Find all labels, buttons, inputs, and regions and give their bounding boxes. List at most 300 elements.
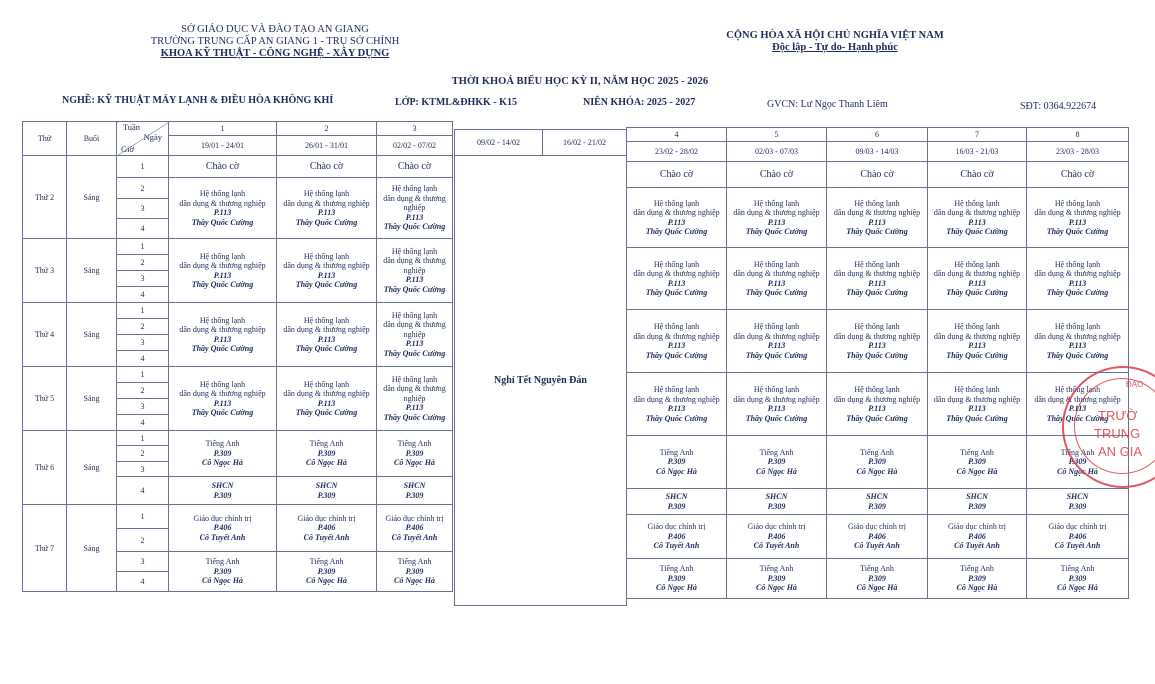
subject-hvac bbox=[1027, 199, 1128, 237]
period-number: 4 bbox=[117, 415, 169, 431]
subject-name: Tiếng Anh bbox=[759, 447, 794, 457]
subject-name-2: dân dụng & thương nghiệp bbox=[1034, 331, 1121, 341]
subject-shcn bbox=[277, 481, 376, 500]
teacher-name: Cô Tuyết Anh bbox=[954, 541, 1000, 551]
subject-name-2: dân dụng & thương nghiệp bbox=[383, 320, 446, 339]
week-number: 8 bbox=[1027, 128, 1129, 142]
teacher-name: Cô Ngọc Hà bbox=[856, 466, 898, 476]
lesson-cell bbox=[627, 310, 727, 373]
session-label: Sáng bbox=[67, 239, 117, 303]
teacher-name: Thầy Quốc Cường bbox=[383, 284, 446, 294]
subject-name: SHCN bbox=[403, 481, 426, 490]
room-number: P.309 bbox=[317, 490, 336, 500]
room-number: P.113 bbox=[667, 217, 686, 227]
lesson-cell bbox=[928, 310, 1027, 373]
room-number: P.113 bbox=[405, 212, 424, 222]
lesson-cell bbox=[627, 373, 727, 436]
teacher-name: Thầy Quốc Cường bbox=[946, 288, 1008, 297]
teacher-name: Thầy Quốc Cường bbox=[846, 288, 908, 297]
lesson-cell bbox=[377, 477, 453, 505]
room-number: P.309 bbox=[868, 457, 886, 467]
subject-hvac bbox=[1027, 385, 1128, 423]
lesson-cell bbox=[169, 552, 277, 592]
subject-name-2: dân dụng & thương nghiệp bbox=[179, 389, 266, 398]
lesson-cell bbox=[827, 559, 928, 599]
teacher-name: Cô Tuyết Anh bbox=[1054, 541, 1101, 551]
day-label: Thứ 4 bbox=[23, 303, 67, 367]
subject-name: Hệ thống lạnh bbox=[391, 374, 438, 384]
gvcn-label: GVCN: Lư Ngọc Thanh Liêm bbox=[767, 99, 888, 110]
subject-english bbox=[377, 557, 452, 586]
lesson-cell bbox=[928, 188, 1027, 248]
subject-name: Giáo dục chính trị bbox=[1048, 522, 1107, 532]
lesson-cell bbox=[277, 303, 377, 367]
room-number: P.113 bbox=[767, 404, 786, 413]
subject-name-2: dân dụng & thương nghiệp bbox=[933, 331, 1021, 341]
room-number: P.113 bbox=[1068, 278, 1087, 288]
teacher-name: Cô Ngọc Hà bbox=[756, 583, 797, 593]
subject-hvac bbox=[277, 316, 376, 354]
period-number: 2 bbox=[117, 319, 169, 335]
break-week-1: 09/02 - 14/02 bbox=[455, 130, 543, 156]
subject-hvac bbox=[377, 184, 452, 232]
subject-name: Tiếng Anh bbox=[659, 564, 694, 574]
teacher-name: Thầy Quốc Cường bbox=[191, 217, 254, 227]
cohort-label: NIÊN KHÓA: 2025 - 2027 bbox=[583, 97, 696, 108]
subject-shcn bbox=[727, 492, 826, 511]
subject-name: Hệ thống lạnh bbox=[954, 385, 1000, 394]
subject-english bbox=[1027, 564, 1128, 593]
subject-hvac bbox=[928, 322, 1026, 360]
period-number: 1 bbox=[117, 431, 169, 446]
period-number: 1 bbox=[117, 505, 169, 529]
flag-ceremony: Chào cờ bbox=[860, 169, 894, 180]
teacher-name: Thầy Quốc Cường bbox=[295, 408, 358, 417]
period-number: 3 bbox=[117, 271, 169, 287]
subject-name-2: dân dụng & thương nghiệp bbox=[833, 269, 921, 278]
subject-name: Hệ thống lạnh bbox=[653, 198, 700, 208]
subject-name-2: dân dụng & thương nghiệp bbox=[933, 269, 1021, 278]
week-dates: 23/03 - 28/03 bbox=[1027, 142, 1129, 162]
subject-politics bbox=[1027, 522, 1128, 551]
day-label: Thứ 6 bbox=[23, 431, 67, 505]
period-number: 4 bbox=[117, 351, 169, 367]
subject-name: SHCN bbox=[765, 492, 788, 501]
subject-name-2: dân dụng & thương nghiệp bbox=[179, 261, 266, 270]
lesson-cell bbox=[928, 162, 1027, 188]
room-number: P.113 bbox=[868, 217, 886, 227]
subject-name: Hệ thống lạnh bbox=[753, 385, 800, 394]
period-number: 4 bbox=[117, 477, 169, 505]
major-label: NGHỀ: KỸ THUẬT MÁY LẠNH & ĐIỀU HÒA KHÔNG KHÍ bbox=[62, 95, 334, 106]
lesson-cell bbox=[928, 559, 1027, 599]
week-number: 7 bbox=[928, 128, 1027, 142]
subject-name: Tiếng Anh bbox=[960, 564, 994, 574]
lesson-cell bbox=[1027, 162, 1129, 188]
room-number: P.113 bbox=[868, 341, 886, 350]
nation-line-1: CỘNG HÒA XÃ HỘI CHỦ NGHĨA VIỆT NAM bbox=[726, 30, 944, 41]
stamp-text-3: AN GIA bbox=[1098, 444, 1143, 459]
lesson-cell bbox=[169, 505, 277, 552]
lesson-cell bbox=[727, 248, 827, 310]
room-number: P.309 bbox=[868, 501, 886, 511]
subject-name: Tiếng Anh bbox=[397, 557, 432, 567]
week-number: 4 bbox=[627, 128, 727, 142]
subject-politics bbox=[727, 522, 826, 551]
subject-hvac bbox=[627, 385, 726, 423]
subject-politics bbox=[827, 522, 927, 551]
stamp-text-top: ĐÀO bbox=[1126, 380, 1144, 389]
room-number: P.309 bbox=[968, 573, 986, 583]
teacher-name: Cô Ngọc Hà bbox=[1057, 583, 1098, 593]
class-label: LỚP: KTML&ĐHKK - K15 bbox=[395, 97, 517, 108]
lesson-cell bbox=[377, 552, 453, 592]
lesson-cell bbox=[827, 188, 928, 248]
teacher-name: Thầy Quốc Cường bbox=[1046, 350, 1109, 360]
room-number: P.309 bbox=[767, 457, 786, 467]
subject-hvac bbox=[727, 260, 826, 298]
subject-name-2: dân dụng & thương nghiệp bbox=[733, 269, 820, 278]
room-number: P.113 bbox=[405, 403, 424, 413]
subject-politics bbox=[377, 514, 452, 543]
subject-name-2: dân dụng & thương nghiệp bbox=[383, 384, 446, 403]
room-number: P.309 bbox=[1068, 573, 1087, 583]
subject-name: Tiếng Anh bbox=[860, 447, 894, 457]
subject-name: Hệ thống lạnh bbox=[854, 198, 900, 208]
subject-name-2: dân dụng & thương nghiệp bbox=[283, 389, 370, 398]
subject-name-2: dân dụng & thương nghiệp bbox=[283, 325, 370, 334]
subject-name: SHCN bbox=[315, 481, 338, 490]
subject-name-2: dân dụng & thương nghiệp bbox=[1034, 208, 1121, 217]
teacher-name: Thầy Quốc Cường bbox=[745, 413, 808, 423]
lesson-cell bbox=[169, 367, 277, 431]
subject-hvac bbox=[1027, 260, 1128, 298]
school-header bbox=[130, 24, 420, 60]
subject-english bbox=[169, 557, 276, 586]
week-dates: 26/01 - 31/01 bbox=[277, 136, 377, 156]
lesson-cell bbox=[277, 239, 377, 303]
teacher-name: Thầy Quốc Cường bbox=[645, 227, 708, 236]
teacher-name: Cô Tuyết Anh bbox=[303, 532, 350, 542]
lesson-cell bbox=[377, 303, 453, 367]
lesson-cell bbox=[627, 515, 727, 559]
subject-name: Hệ thống lạnh bbox=[391, 310, 438, 320]
lesson-cell bbox=[928, 373, 1027, 436]
subject-english bbox=[627, 564, 726, 593]
subject-name: SHCN bbox=[866, 492, 888, 501]
room-number: P.309 bbox=[767, 573, 786, 583]
subject-name: Hệ thống lạnh bbox=[303, 315, 350, 325]
subject-english bbox=[277, 439, 376, 468]
subject-name-2: dân dụng & thương nghiệp bbox=[933, 208, 1021, 217]
session-label: Sáng bbox=[67, 303, 117, 367]
session-label: Sáng bbox=[67, 367, 117, 431]
subject-name: Tiếng Anh bbox=[205, 557, 240, 567]
room-number: P.309 bbox=[968, 501, 986, 511]
teacher-name: Thầy Quốc Cường bbox=[745, 350, 808, 360]
flag-ceremony: Chào cờ bbox=[1060, 169, 1095, 180]
subject-politics bbox=[928, 522, 1026, 551]
teacher-name: Thầy Quốc Cường bbox=[846, 350, 908, 360]
lesson-cell bbox=[727, 310, 827, 373]
teacher-name: Cô Ngọc Hà bbox=[956, 466, 998, 476]
room-number: P.113 bbox=[968, 278, 986, 288]
lesson-cell bbox=[1027, 188, 1129, 248]
subject-name: Giáo dục chính trị bbox=[747, 522, 806, 532]
subject-name: Hệ thống lạnh bbox=[1054, 385, 1101, 394]
subject-name-2: dân dụng & thương nghiệp bbox=[1034, 269, 1121, 278]
subject-name: Giáo dục chính trị bbox=[848, 522, 906, 532]
lesson-cell bbox=[627, 188, 727, 248]
room-number: P.113 bbox=[405, 339, 424, 349]
subject-english bbox=[928, 564, 1026, 593]
teacher-name: Cô Tuyết Anh bbox=[199, 532, 246, 542]
room-number: P.113 bbox=[968, 341, 986, 350]
period-number: 3 bbox=[117, 335, 169, 351]
teacher-name: Thầy Quốc Cường bbox=[383, 348, 446, 358]
subject-name: Tiếng Anh bbox=[759, 564, 794, 574]
lesson-cell bbox=[1027, 373, 1129, 436]
subject-name-2: dân dụng & thương nghiệp bbox=[633, 269, 720, 278]
teacher-name: Cô Ngọc Hà bbox=[394, 576, 435, 586]
flag-ceremony: Chào cờ bbox=[960, 169, 994, 180]
subject-name: Tiếng Anh bbox=[397, 439, 432, 449]
room-number: P.406 bbox=[405, 523, 424, 533]
subject-name: Tiếng Anh bbox=[1060, 447, 1095, 457]
subject-english bbox=[727, 564, 826, 593]
subject-name: Hệ thống lạnh bbox=[199, 251, 246, 261]
subject-name-2: dân dụng & thương nghiệp bbox=[633, 208, 720, 217]
subject-name: Giáo dục chính trị bbox=[385, 513, 444, 523]
lesson-cell bbox=[169, 477, 277, 505]
teacher-name: Thầy Quốc Cường bbox=[645, 413, 708, 423]
teacher-name: Thầy Quốc Cường bbox=[191, 344, 254, 353]
session-label: Sáng bbox=[67, 431, 117, 505]
subject-name: Tiếng Anh bbox=[960, 447, 994, 457]
teacher-name: Thầy Quốc Cường bbox=[946, 227, 1008, 236]
teacher-name: Thầy Quốc Cường bbox=[745, 227, 808, 236]
lesson-cell bbox=[727, 436, 827, 489]
lesson-cell bbox=[627, 436, 727, 489]
subject-name-2: dân dụng & thương nghiệp bbox=[633, 394, 720, 404]
lesson-cell bbox=[827, 373, 928, 436]
subject-shcn bbox=[627, 492, 726, 511]
week-number: 1 bbox=[169, 122, 277, 136]
subject-hvac bbox=[827, 385, 927, 423]
room-number: P.406 bbox=[968, 531, 986, 541]
room-number: P.309 bbox=[213, 490, 232, 500]
subject-name-2: dân dụng & thương nghiệp bbox=[179, 325, 266, 334]
room-number: P.406 bbox=[667, 531, 686, 541]
subject-name: Giáo dục chính trị bbox=[297, 513, 356, 523]
lesson-cell bbox=[377, 239, 453, 303]
subject-hvac bbox=[928, 199, 1026, 237]
subject-name: Hệ thống lạnh bbox=[854, 322, 900, 331]
subject-name-2: dân dụng & thương nghiệp bbox=[383, 193, 446, 213]
subject-name: Hệ thống lạnh bbox=[653, 259, 700, 269]
room-number: P.113 bbox=[1068, 404, 1087, 413]
lesson-cell bbox=[169, 431, 277, 477]
subject-hvac bbox=[627, 260, 726, 298]
subject-name: Giáo dục chính trị bbox=[948, 522, 1006, 532]
nation-line-2: Độc lập - Tự do- Hạnh phúc bbox=[772, 42, 898, 53]
lesson-cell bbox=[928, 515, 1027, 559]
room-number: P.113 bbox=[767, 278, 786, 288]
room-number: P.113 bbox=[767, 217, 786, 227]
header-diagonal-cell bbox=[117, 122, 169, 156]
period-number: 2 bbox=[117, 383, 169, 399]
subject-name-2: dân dụng & thương nghiệp bbox=[733, 394, 820, 404]
room-number: P.309 bbox=[968, 457, 986, 467]
period-number: 2 bbox=[117, 178, 169, 199]
lesson-cell bbox=[727, 515, 827, 559]
subject-hvac bbox=[827, 260, 927, 298]
day-label: Thứ 7 bbox=[23, 505, 67, 592]
subject-name: Hệ thống lạnh bbox=[303, 251, 350, 261]
room-number: P.113 bbox=[1068, 217, 1087, 227]
subject-name: Giáo dục chính trị bbox=[647, 522, 706, 532]
room-number: P.113 bbox=[317, 208, 336, 217]
room-number: P.113 bbox=[767, 341, 786, 350]
schedule-table-left bbox=[22, 121, 453, 592]
teacher-name: Thầy Quốc Cường bbox=[383, 412, 446, 422]
dept-line-1: SỞ GIÁO DỤC VÀ ĐÀO TẠO AN GIANG bbox=[181, 24, 369, 35]
room-number: P.309 bbox=[1068, 457, 1087, 467]
lesson-cell bbox=[627, 559, 727, 599]
subject-name: Hệ thống lạnh bbox=[1054, 322, 1101, 331]
flag-ceremony: Chào cờ bbox=[759, 169, 794, 180]
subject-shcn bbox=[1027, 492, 1128, 511]
teacher-name: Cô Tuyết Anh bbox=[854, 541, 900, 551]
week-number: 5 bbox=[727, 128, 827, 142]
period-number: 2 bbox=[117, 529, 169, 552]
subject-name: Tiếng Anh bbox=[1060, 564, 1095, 574]
teacher-name: Cô Tuyết Anh bbox=[391, 532, 438, 542]
subject-name: SHCN bbox=[966, 492, 988, 501]
room-number: P.309 bbox=[667, 457, 686, 467]
lesson-cell bbox=[169, 303, 277, 367]
subject-name-2: dân dụng & thương nghiệp bbox=[933, 394, 1021, 404]
subject-name: SHCN bbox=[665, 492, 688, 501]
subject-name-2: dân dụng & thương nghiệp bbox=[833, 208, 921, 217]
teacher-name: Thầy Quốc Cường bbox=[946, 413, 1008, 423]
room-number: P.113 bbox=[213, 398, 232, 408]
teacher-name: Cô Ngọc Hà bbox=[202, 458, 243, 468]
subject-english bbox=[928, 448, 1026, 477]
lesson-cell bbox=[827, 310, 928, 373]
period-number: 3 bbox=[117, 462, 169, 477]
subject-name-2: dân dụng & thương nghiệp bbox=[733, 331, 820, 341]
lesson-cell bbox=[277, 367, 377, 431]
lesson-cell bbox=[627, 489, 727, 515]
flag-ceremony: Chào cờ bbox=[309, 161, 344, 172]
subject-name: Hệ thống lạnh bbox=[391, 184, 438, 194]
period-number: 3 bbox=[117, 399, 169, 415]
lesson-cell bbox=[277, 552, 377, 592]
date-label: Ngày bbox=[143, 132, 162, 142]
subject-hvac bbox=[727, 322, 826, 360]
period-number: 1 bbox=[117, 367, 169, 383]
subject-name: SHCN bbox=[211, 481, 234, 490]
stamp-text-1: TRƯỜ bbox=[1098, 408, 1138, 423]
lesson-cell bbox=[928, 489, 1027, 515]
teacher-name: Thầy Quốc Cường bbox=[846, 227, 908, 236]
subject-name-2: dân dụng & thương nghiệp bbox=[833, 394, 921, 404]
teacher-name: Thầy Quốc Cường bbox=[846, 413, 908, 423]
lesson-cell bbox=[169, 156, 277, 178]
flag-ceremony: Chào cờ bbox=[205, 161, 240, 172]
subject-name-2: dân dụng & thương nghiệp bbox=[283, 261, 370, 270]
teacher-name: Cô Ngọc Hà bbox=[394, 458, 435, 468]
teacher-name: Thầy Quốc Cường bbox=[191, 408, 254, 417]
lesson-cell bbox=[169, 178, 277, 239]
subject-hvac bbox=[1027, 322, 1128, 360]
room-number: P.406 bbox=[317, 523, 336, 533]
lesson-cell bbox=[727, 559, 827, 599]
subject-hvac bbox=[169, 252, 276, 290]
lesson-cell bbox=[827, 162, 928, 188]
lesson-cell bbox=[928, 436, 1027, 489]
teacher-name: Cô Ngọc Hà bbox=[756, 466, 797, 476]
subject-name-2: dân dụng & thương nghiệp bbox=[633, 331, 720, 341]
lesson-cell bbox=[627, 162, 727, 188]
room-number: P.113 bbox=[213, 270, 232, 280]
room-number: P.113 bbox=[667, 341, 686, 350]
subject-name: Hệ thống lạnh bbox=[1054, 259, 1101, 269]
subject-politics bbox=[277, 514, 376, 543]
week-dates: 23/02 - 28/02 bbox=[627, 142, 727, 162]
room-number: P.113 bbox=[868, 278, 886, 288]
subject-hvac bbox=[377, 311, 452, 359]
lesson-cell bbox=[928, 248, 1027, 310]
teacher-name: Thầy Quốc Cường bbox=[946, 350, 1008, 360]
week-dates: 19/01 - 24/01 bbox=[169, 136, 277, 156]
teacher-name: Thầy Quốc Cường bbox=[645, 288, 708, 297]
nation-header bbox=[700, 30, 970, 54]
teacher-name: Cô Ngọc Hà bbox=[306, 576, 347, 586]
week-dates: 02/02 - 07/02 bbox=[377, 136, 453, 156]
subject-hvac bbox=[827, 322, 927, 360]
room-number: P.309 bbox=[667, 573, 686, 583]
subject-english bbox=[169, 439, 276, 468]
room-number: P.309 bbox=[767, 501, 786, 511]
lesson-cell bbox=[1027, 559, 1129, 599]
subject-hvac bbox=[928, 385, 1026, 423]
lesson-cell bbox=[277, 431, 377, 477]
room-number: P.113 bbox=[968, 217, 986, 227]
subject-name: Hệ thống lạnh bbox=[854, 385, 900, 394]
lesson-cell bbox=[1027, 515, 1129, 559]
room-number: P.113 bbox=[868, 404, 886, 413]
teacher-name: Thầy Quốc Cường bbox=[645, 350, 708, 360]
teacher-name: Thầy Quốc Cường bbox=[745, 288, 808, 297]
week-number: 3 bbox=[377, 122, 453, 136]
room-number: P.406 bbox=[868, 531, 886, 541]
subject-name-2: dân dụng & thương nghiệp bbox=[1034, 394, 1121, 404]
week-dates: 09/03 - 14/03 bbox=[827, 142, 928, 162]
day-label: Thứ 2 bbox=[23, 156, 67, 239]
holiday-label: Nghỉ Tết Nguyên Đán bbox=[455, 156, 627, 606]
subject-shcn bbox=[377, 481, 452, 500]
period-number: 1 bbox=[117, 239, 169, 255]
subject-name: Hệ thống lạnh bbox=[199, 189, 246, 198]
week-dates: 16/03 - 21/03 bbox=[928, 142, 1027, 162]
room-number: P.113 bbox=[667, 278, 686, 288]
session-label: Sáng bbox=[67, 505, 117, 592]
subject-name-2: dân dụng & thương nghiệp bbox=[383, 256, 446, 275]
period-number: 2 bbox=[117, 255, 169, 271]
subject-name: Giáo dục chính trị bbox=[193, 513, 252, 523]
